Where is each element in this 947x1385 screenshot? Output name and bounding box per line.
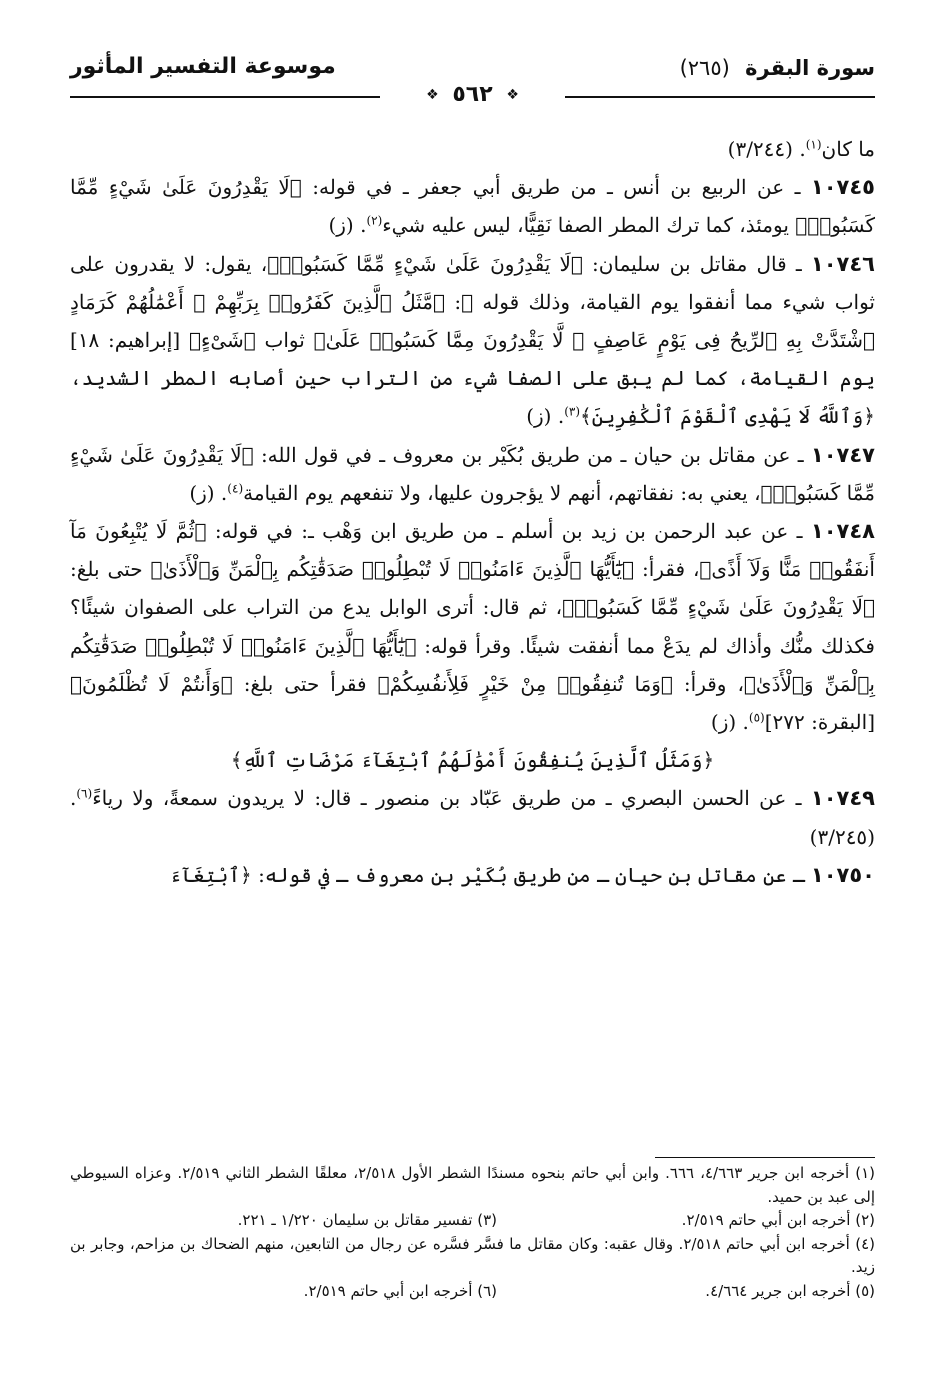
intro-line: ما كان$^{(١)}$. (٣/٢٤٤) [727, 137, 875, 161]
entry-10747: ١٠٧٤٧ ـ عن مقاتل بن حيان ـ من طريق بُكَيْر بن معروف ـ في قول الله: ﴿لَا يَقْدِرُونَ عَلَىٰ شَيْءٍ مِّمَّا كَسَبُوا۟﴾، يعني به: نفقاتهم، أنهم لا يؤجرون عليها، ولا تنفعهم يوم القيامة$^{(٤)}$. (ز) [70, 442, 875, 505]
entry-number: ١٠٧٥٠ [810, 862, 875, 887]
footnote-ref: (٤) [227, 481, 244, 496]
footnote-ref: (٣) [564, 404, 581, 419]
footnote-separator [655, 1157, 875, 1158]
entry-text: ـ عن عبد الرحمن بن زيد بن أسلم ـ من طريق ابن وَهْب ـ: في قوله: ﴿ثُمَّ لَا يُتْبِعُونَ مَآ أَنفَقُوا۟ مَنًّا وَلَآ أَذًى﴾، فقرأ: ﴿يَٰٓأَيُّهَا ٱلَّذِينَ ءَامَنُوا۟ لَا تُبْطِلُوا۟ صَدَقَٰتِكُم بِٱلْمَنِّ وَٱلْأَذَىٰ﴾ حتى بلغ: ﴿لَا يَقْدِرُونَ عَلَىٰ شَيْءٍ مِّمَّا كَسَبُوا۟﴾، ثم قال: أترى الوابل يدع من التراب على الصفوان شيئًا؟ فكذلك منُّك وأذاك لم يدَعْ مما أنفقت شيئًا. وقرأ قوله: ﴿يَٰٓأَيُّهَا ٱلَّذِينَ ءَامَنُوا۟ لَا تُبْطِلُوا۟ صَدَقَٰتِكُم بِٱلْمَنِّ وَٱلْأَذَىٰ﴾، وقرأ: ﴿وَمَا تُنفِقُوا۟ مِنْ خَيْرٍ فَلِأَنفُسِكُمْ﴾ فقرأ حتى بلغ: ﴿وَأَنتُمْ لَا تُظْلَمُونَ﴾ [البقرة: ٢٧٢] [70, 519, 875, 735]
entry-number: ١٠٧٤٩ [810, 786, 875, 811]
entry-text: ـ عن مقاتل بن حيان ـ من طريق بُكَيْر بن معروف ـ في قول الله: ﴿لَا يَقْدِرُونَ عَلَىٰ شَيْءٍ مِّمَّا كَسَبُوا۟﴾، يعني به: نفقاتهم، أنهم لا يؤجرون عليها، ولا تنفعهم يوم القيامة [70, 442, 875, 505]
footnote-row [70, 1280, 875, 1304]
entry-number: ١٠٧٤٥ [810, 175, 875, 200]
footnote-1: (١) أخرجه ابن جرير ٤/٦٦٣، ٦٦٦. وابن أبي حاتم بنحوه مسندًا الشطر الأول ٢/٥١٨، معلقًا الشطر الثاني ٢/٥١٩. وعزاه السيوطي إلى عبد بن حميد. [70, 1164, 876, 1206]
book-title: موسوعة التفسير المأثور [70, 54, 336, 79]
footnote-3: (٣) تفسير مقاتل بن سليمان ١/٢٢٠ ـ ٢٢١. [237, 1211, 497, 1230]
entry-10748: ١٠٧٤٨ ـ عن عبد الرحمن بن زيد بن أسلم ـ من طريق ابن وَهْب ـ: في قوله: ﴿ثُمَّ لَا يُتْبِعُونَ مَآ أَنفَقُوا۟ مَنًّا وَلَآ أَذًى﴾، فقرأ: ﴿يَٰٓأَيُّهَا ٱلَّذِينَ ءَامَنُوا۟ لَا تُبْطِلُوا۟ صَدَقَٰتِكُم بِٱلْمَنِّ وَٱلْأَذَىٰ﴾ حتى بلغ: ﴿لَا يَقْدِرُونَ عَلَىٰ شَيْءٍ مِّمَّا كَسَبُوا۟﴾، ثم قال: أترى الوابل يدع من التراب على الصفوان شيئًا؟ فكذلك منُّك وأذاك لم يدَعْ مما أنفقت شيئًا. وقرأ قوله: ﴿يَٰٓأَيُّهَا ٱلَّذِينَ ءَامَنُوا۟ لَا تُبْطِلُوا۟ صَدَقَٰتِكُم بِٱلْمَنِّ وَٱلْأَذَىٰ﴾، وقرأ: ﴿وَمَا تُنفِقُوا۟ مِنْ خَيْرٍ فَلِأَنفُسِكُمْ﴾ فقرأ حتى بلغ: ﴿وَأَنتُمْ لَا تُظْلَمُونَ﴾ [البقرة: ٢٧٢]$^{(٥)}$. (ز) [70, 519, 875, 735]
footnote-ref: (١) [805, 137, 822, 152]
verse-number: (٢٦٥) [679, 56, 730, 80]
ornament-icon: ❖ [506, 87, 519, 103]
footnotes [70, 1162, 875, 1304]
footnote-ref: (٢) [366, 213, 383, 228]
entry-text: ـ قال مقاتل بن سليمان: ﴿لَا يَقْدِرُونَ عَلَىٰ شَيْءٍ مِّمَّا كَسَبُوا۟﴾، يقول: لا يقدرون على ثواب شيء مما أنفقوا يوم القيامة، وذلك قوله ﷻ: ﴿مَّثَلُ ٱلَّذِينَ كَفَرُوا۟ بِرَبِّهِمْ ۖ أَعْمَٰلُهُمْ كَرَمَادٍ ٱشْتَدَّتْ بِهِ ٱلرِّيحُ فِى يَوْمٍ عَاصِفٍ ۖ لَّا يَقْدِرُونَ مِمَّا كَسَبُوا۟ عَلَىٰ﴾ ثواب ﴿شَىْءٍ﴾ [إبراهيم: ١٨] يوم القيامة، كما لم يبق على الصفا شيء من التراب حين أصابه المطر الشديد، ﴿وَٱللَّهُ لَا يَهْدِى ٱلْقَوْمَ ٱلْكَٰفِرِينَ﴾ [70, 251, 875, 429]
entry-text: ـ عن مقاتل بن حيان ـ من طريق بُكَيْر بن معروف ـ في قوله: ﴿ٱبْتِغَآءَ [169, 862, 805, 887]
entry-text: ـ عن الحسن البصري ـ من طريق عَبّاد بن منصور ـ قال: لا يريدون سمعةً، ولا رياءً [92, 786, 802, 811]
entry-number: ١٠٧٤٧ [810, 442, 875, 467]
entry-10746: ١٠٧٤٦ ـ قال مقاتل بن سليمان: ﴿لَا يَقْدِرُونَ عَلَىٰ شَيْءٍ مِّمَّا كَسَبُوا۟﴾، يقول: لا يقدرون على ثواب شيء مما أنفقوا يوم القيامة، وذلك قوله ﷻ: ﴿مَّثَلُ ٱلَّذِينَ كَفَرُوا۟ بِرَبِّهِمْ ۖ أَعْمَٰلُهُمْ كَرَمَادٍ ٱشْتَدَّتْ بِهِ ٱلرِّيحُ فِى يَوْمٍ عَاصِفٍ ۖ لَّا يَقْدِرُونَ مِمَّا كَسَبُوا۟ عَلَىٰ﴾ ثواب ﴿شَىْءٍ﴾ [إبراهيم: ١٨] يوم القيامة، كما لم يبق على الصفا شيء من التراب حين أصابه المطر الشديد، ﴿وَٱللَّهُ لَا يَهْدِى ٱلْقَوْمَ ٱلْكَٰفِرِينَ﴾$^{(٣)}$. (ز) [70, 251, 875, 429]
footnote-5: (٥) أخرجه ابن جرير ٤/٦٦٤. [705, 1281, 875, 1300]
footnote-4: (٤) أخرجه ابن أبي حاتم ٢/٥١٨. وقال عقبه: وكان مقاتل ما فسَّر فسَّره عن رجال من التابعين، منهم الضحاك بن مزاحم، وجابر بن زيد. [70, 1234, 875, 1277]
page-number: ٥٦٢ [452, 82, 493, 107]
section-verse-heading: ﴿وَمَثَلُ ٱلَّذِينَ يُنفِقُونَ أَمْوَٰلَهُمُ ٱبْتِغَآءَ مَرْضَاتِ ٱللَّهِ﴾ [230, 748, 715, 773]
entry-text: ـ عن الربيع بن أنس ـ من طريق أبي جعفر ـ في قوله: ﴿لَا يَقْدِرُونَ عَلَىٰ شَيْءٍ مِّمَّا كَسَبُوا۟﴾ يومئذ، كما ترك المطر الصفا نَقِيًّا، ليس عليه شيء [70, 175, 875, 238]
entry-number: ١٠٧٤٦ [810, 251, 875, 276]
page [70, 52, 875, 1345]
footnote-ref: (٥) [748, 710, 765, 725]
page-header [70, 52, 875, 107]
main-text [70, 130, 875, 894]
footnote-2: (٢) أخرجه ابن أبي حاتم ٢/٥١٩. [681, 1211, 875, 1230]
entry-number: ١٠٧٤٨ [810, 519, 875, 544]
entry-10749: ١٠٧٤٩ ـ عن الحسن البصري ـ من طريق عَبّاد بن منصور ـ قال: لا يريدون سمعةً، ولا رياءً$^{(٦)}$. (٣/٢٤٥) [70, 786, 875, 849]
ornament-icon: ❖ [426, 87, 439, 103]
footnote-6: (٦) أخرجه ابن أبي حاتم ٢/٥١٩. [303, 1281, 497, 1300]
entry-10750 [70, 856, 875, 894]
surah-name: سورة البقرة [745, 56, 875, 80]
footnote-ref: (٦) [76, 786, 93, 801]
footnote-row [70, 1209, 875, 1233]
page-number-block [70, 82, 875, 107]
surah-title [680, 56, 875, 80]
entry-10745: ١٠٧٤٥ ـ عن الربيع بن أنس ـ من طريق أبي جعفر ـ في قوله: ﴿لَا يَقْدِرُونَ عَلَىٰ شَيْءٍ مِّمَّا كَسَبُوا۟﴾ يومئذ، كما ترك المطر الصفا نَقِيًّا، ليس عليه شيء$^{(٢)}$. (ز) [70, 175, 875, 238]
